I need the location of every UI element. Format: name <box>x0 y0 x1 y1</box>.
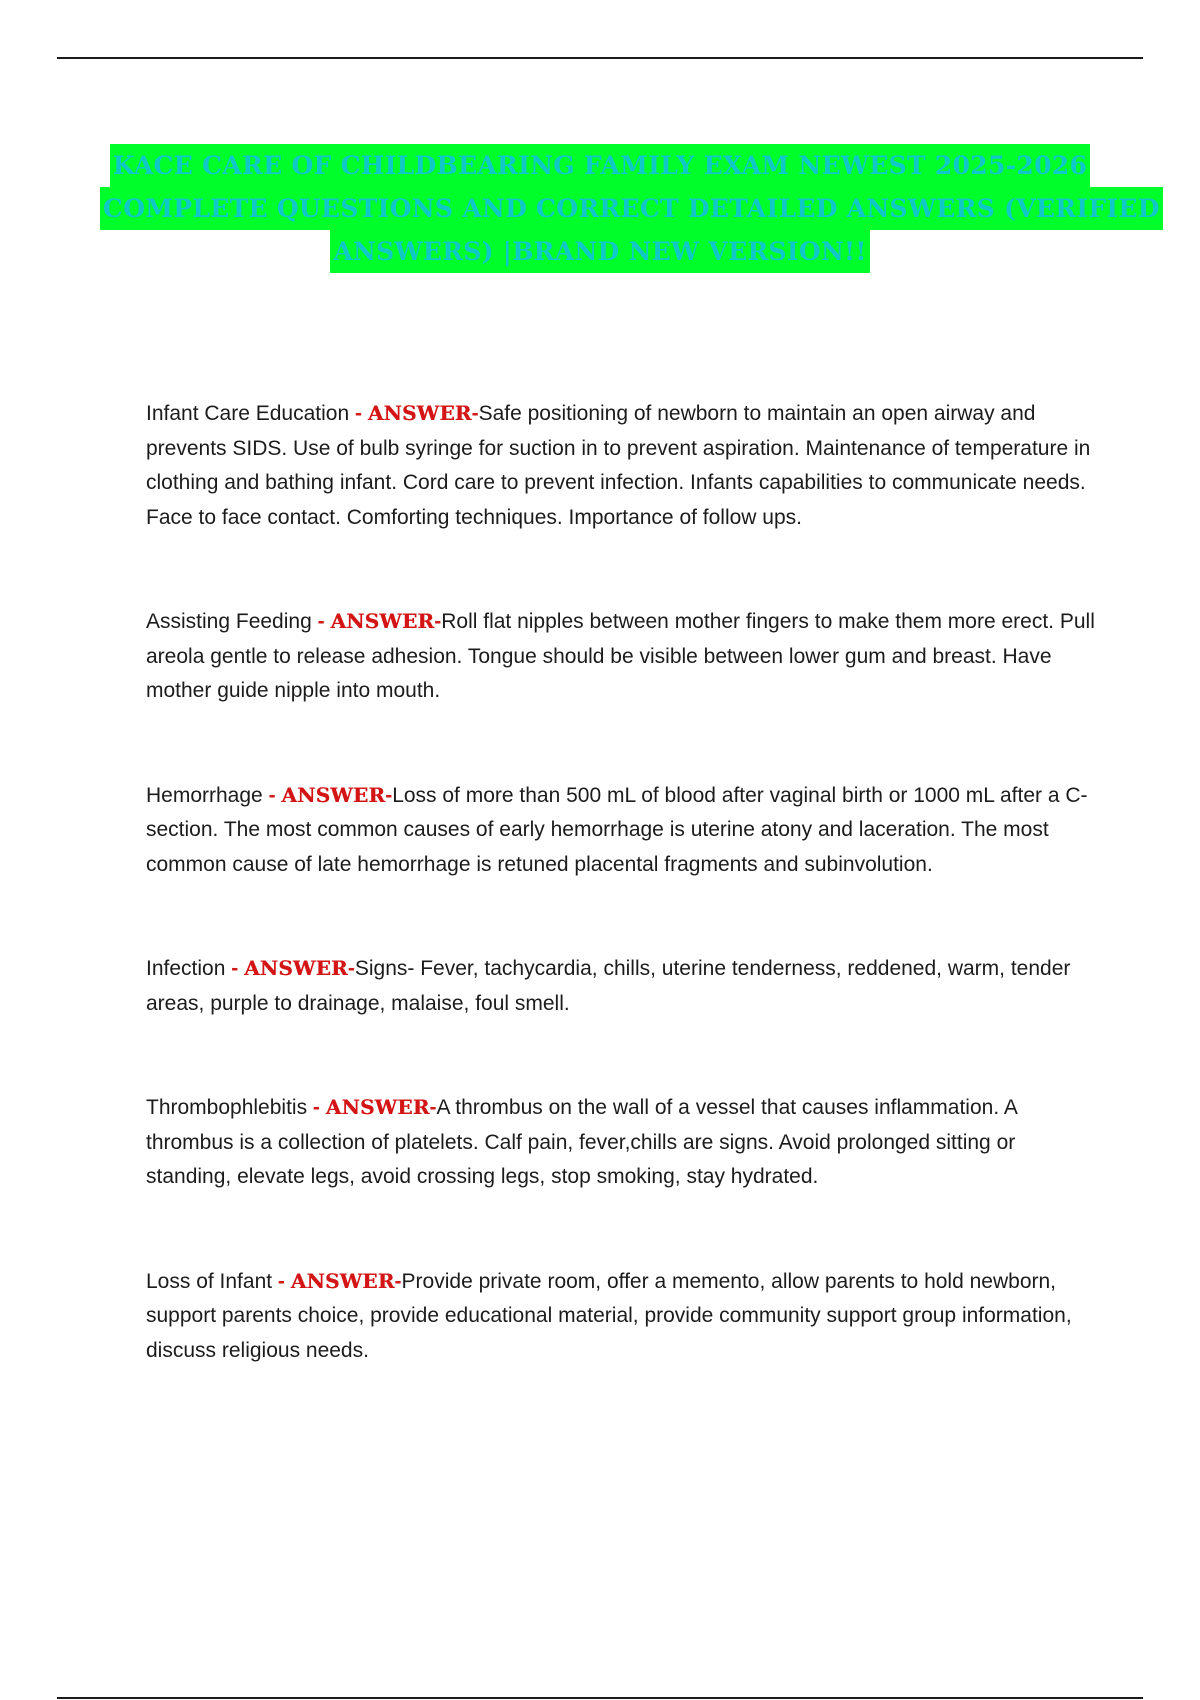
title-line-3: ANSWERS) |BRAND NEW VERSION!! <box>330 230 869 273</box>
answer-dash: - <box>429 1096 437 1119</box>
qa-term: Infant Care Education <box>146 402 350 425</box>
qa-term: Hemorrhage <box>146 783 263 807</box>
qa-list <box>146 396 1106 1368</box>
answer-label: ANSWER <box>367 401 472 425</box>
qa-separator: - <box>262 783 282 807</box>
qa-answer: Provide private room, offer a memento, allow parents to hold newborn, support parents choice, provide educational material, provide community support group information, discuss religious needs. <box>146 1269 1072 1362</box>
qa-term: Thrombophlebitis <box>146 1096 308 1119</box>
qa-answer: Roll flat nipples between mother fingers to make them more erect. Pull areola gentle to release adhesion. Tongue should be visible between lower gum and breast. Have mother guide nipple into mouth. <box>146 610 1095 702</box>
qa-answer: Signs- Fever, tachycardia, chills, uterine tenderness, reddened, warm, tender areas, purple to drainage, malaise, foul smell. <box>146 957 1071 1015</box>
answer-label: ANSWER <box>330 609 435 633</box>
header-rule <box>57 57 1143 59</box>
answer-label: ANSWER <box>290 1268 395 1293</box>
qa-answer: Safe positioning of newborn to maintain an open airway and prevents SIDS. Use of bulb syringe for suction in to prevent aspiration. Maintenance of temperature in clothing and bathing infant. Cord care to prevent infection. Infants capabilities to communicate needs. Face to face contact. Comforting techniques. Importance of follow ups. <box>146 402 1091 529</box>
qa-term: Infection <box>146 957 226 980</box>
answer-dash: - <box>471 402 479 425</box>
qa-item-hemorrhage <box>146 778 1106 883</box>
qa-separator: - <box>272 1269 291 1293</box>
answer-label: ANSWER <box>244 956 348 980</box>
title-line-1: KACE CARE OF CHILDBEARING FAMILY EXAM NEWEST 2025-2026 <box>110 144 1090 187</box>
qa-item-assisting-feeding <box>146 604 1106 709</box>
qa-answer: A thrombus on the wall of a vessel that causes inflammation. A thrombus is a collection of platelets. Calf pain, fever,chills are signs. Avoid prolonged sitting or standing, elevate legs, avoid crossing legs, stop smoking, stay hydrated. <box>146 1096 1017 1188</box>
answer-dash: - <box>434 610 442 633</box>
answer-dash: - <box>385 783 393 807</box>
qa-separator: - <box>349 402 368 425</box>
answer-label: ANSWER <box>281 782 386 807</box>
qa-answer: Loss of more than 500 mL of blood after vaginal birth or 1000 mL after a C-section. The most common causes of early hemorrhage is uterine atony and laceration. The most common cause of late hemorrhage is retuned placental fragments and subinvolution. <box>146 783 1088 876</box>
qa-term: Assisting Feeding <box>146 610 312 633</box>
document-title <box>100 144 1160 273</box>
qa-item-infection <box>146 951 1106 1021</box>
answer-label: ANSWER <box>325 1095 430 1119</box>
qa-separator: - <box>311 610 331 633</box>
qa-term: Loss of Infant <box>146 1269 273 1293</box>
answer-dash: - <box>347 957 355 980</box>
qa-item-thrombophlebitis <box>146 1090 1106 1195</box>
qa-item-loss-of-infant <box>146 1264 1106 1369</box>
answer-dash: - <box>394 1269 402 1293</box>
title-line-2: COMPLETE QUESTIONS AND CORRECT DETAILED ANSWERS (VERIFIED <box>100 187 1163 230</box>
footer-rule <box>57 1697 1143 1699</box>
qa-separator: - <box>307 1096 326 1119</box>
qa-item-infant-care-education <box>146 396 1106 535</box>
qa-separator: - <box>225 957 245 980</box>
